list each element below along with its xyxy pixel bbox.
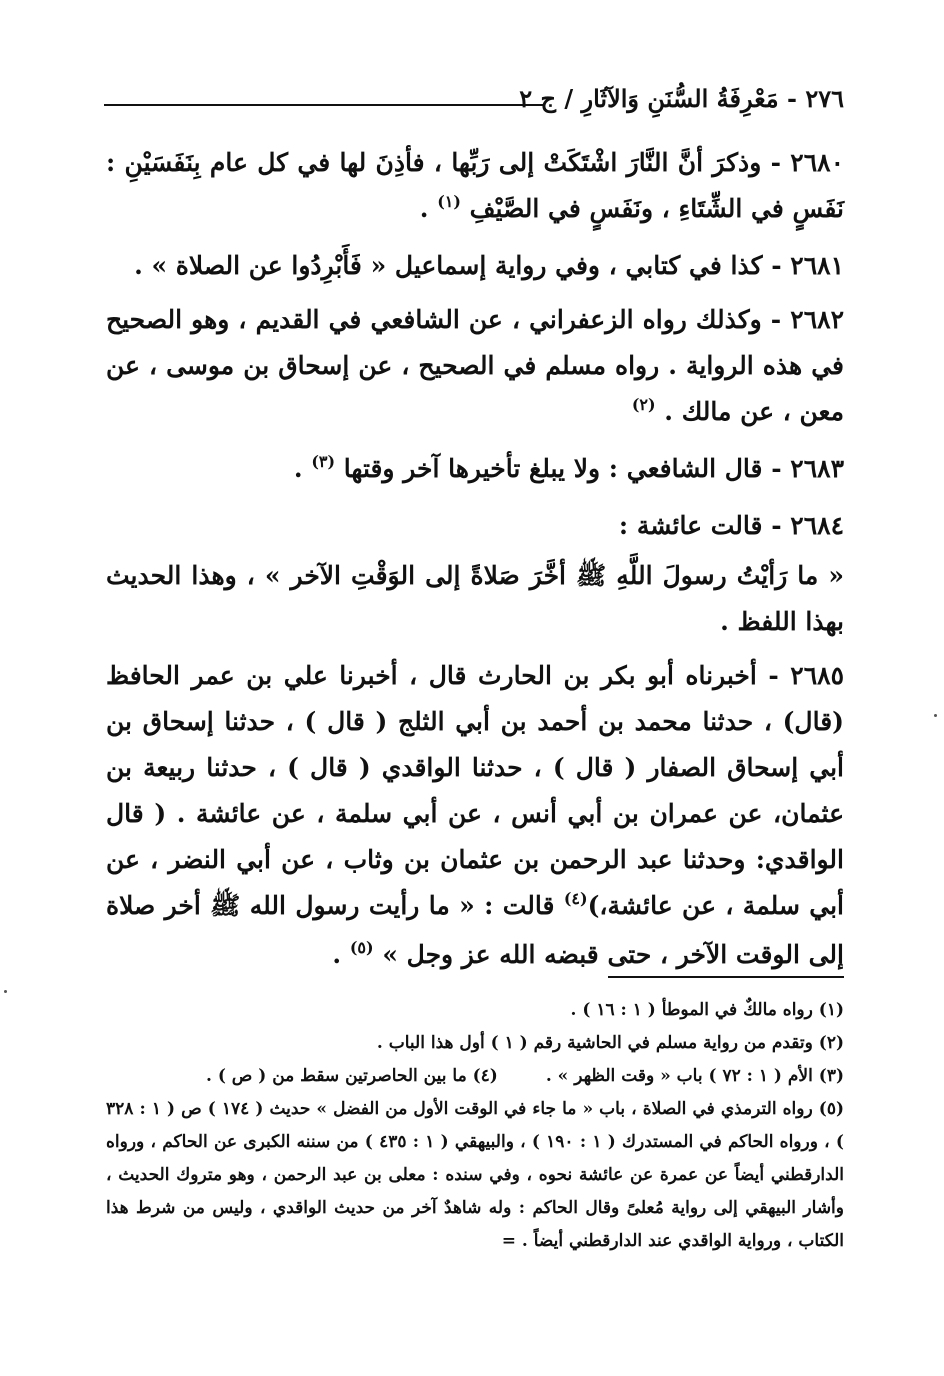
scan-speck [934,714,937,717]
scan-speck [4,990,7,993]
page-header [104,84,844,114]
paragraph-tail: . [293,454,312,483]
paragraph-2682 [106,297,844,438]
paragraph-2685 [106,653,844,981]
header-rule [104,104,544,106]
hadith-quote [106,553,844,645]
paragraph-text: ٢٦٨٢ - وكذلك رواه الزعفراني ، عن الشافعي في القديم ، وهو الصحيح في هذه الرواية . رواه مسلم في الصحيح ، عن إسحاق بن موسى ، عن معن ، عن مالك . [106,305,844,426]
footnote-ref-2: (٢) [631,395,656,414]
footnote-rule [608,976,844,978]
paragraph-2680 [106,140,844,235]
footnote-ref-5: (٥) [349,938,374,957]
footnote-1: (١) رواه مالكٌ في الموطأ ( ١ : ١٦ ) . [570,1000,844,1020]
paragraph-end: . [332,940,350,969]
continuation-mark: = [501,1231,516,1251]
footnote-ref-1: (١) [437,192,461,211]
paragraph-text: ٢٦٨١ - كذا في كتابي ، وفي رواية إسماعيل « فَأَبْرِدُوا عن الصلاة » . [134,251,844,280]
footnote-4: (٤) ما بين الحاصرتين سقط من ( ص ) . [205,1066,498,1086]
paragraph-text: ٢٦٨٥ - أخبرناه أبو بكر بن الحارث قال ، أخبرنا علي بن عمر الحافظ (قال) ، حدثنا محمد بن أحمد بن أبي الثلج ( قال ) ، حدثنا إسحاق بن أبي إسحاق الصفار ( قال ) ، حدثنا الواقدي ( قال ) ، حدثنا ربيعة بن عثمان، عن عمران بن أبي أنس ، عن أبي سلمة ، عن عائشة . ( قال الواقدي: وحدثنا عبد الرحمن بن عثمان بن وثاب ، عن أبي النضر ، عن أبي سلمة ، عن عائشة،) [106,661,844,920]
paragraph-text: « ما رَأيْتُ رسولَ اللَّهِ ﷺ أخَّرَ صَلاةً إلى الوَقْتِ الآخر » ، وهذا الحديث بهذا اللفظ . [106,561,844,636]
main-text [106,140,844,989]
paragraph-tail: قالت : « ما رأيت رسول الله ﷺ أخر صلاة إلى الوقت الآخر ، حتى قبضه الله عز وجل » [106,891,844,969]
paragraph-2681 [106,243,844,289]
paragraph-text: ٢٦٨٠ - وذكرَ أنَّ النَّارَ اشْتَكَتْ إلى رَبِّها ، فأذِنَ لها في كل عام بِنَفَسَيْنِ : نَفَسٍ في الشِّتَاءِ ، ونَفَسٍ في الصَّيْفِ [106,148,844,223]
footnote-5-text: (٥) رواه الترمذي في الصلاة ، باب « ما جاء في الوقت الأول من الفضل » حديث ( ١٧٤ ) ص ( ١ : ٣٢٨ ) ، ورواه الحاكم في المستدرك ( ١ : ١٩٠ ) ، والبيهقي ( ١ : ٤٣٥ ) من سننه الكبرى عن الحاكم ، ورواه الدارقطني أيضاً عن عمرة عن عائشة نحوه ، وفي سنده : معلى بن عبد الرحمن ، وهو متروك الحديث ، وأشار البيهقي إلى رواية مُعلىً وقال الحاكم : وله شاهدٌ آخر من حديث الواقدي ، وليس من شرط هذا الكتاب ، ورواية الواقدي عند الدارقطني أيضاً . [106,1099,844,1251]
footnote-5 [106,1093,844,1258]
paragraph-2683 [106,446,844,495]
paragraph-2684 [106,503,844,549]
footnote-2: (٢) وتقدم من رواية مسلم في الحاشية رقم ( ١ ) أول هذا الباب . [376,1033,844,1053]
footnote-3: (٣) الأم ( ١ : ٧٢ ) باب « وقت الظهر » . [545,1066,844,1086]
footnote-ref-3: (٣) [311,452,336,471]
footnote-row-3-4 [106,1060,844,1093]
paragraph-tail: . [419,194,438,223]
paragraph-text: ٢٦٨٤ - قالت عائشة : [618,511,844,540]
running-title: ٢٧٦ - مَعْرِفَةُ السُّنَنِ وَالآثَارِ / ج ٢ [519,84,844,113]
footnote-ref-4: (٤) [563,889,588,908]
paragraph-text: ٢٦٨٣ - قال الشافعي : ولا يبلغ تأخيرها آخر وقتها [343,454,844,483]
footnotes [106,994,844,1258]
